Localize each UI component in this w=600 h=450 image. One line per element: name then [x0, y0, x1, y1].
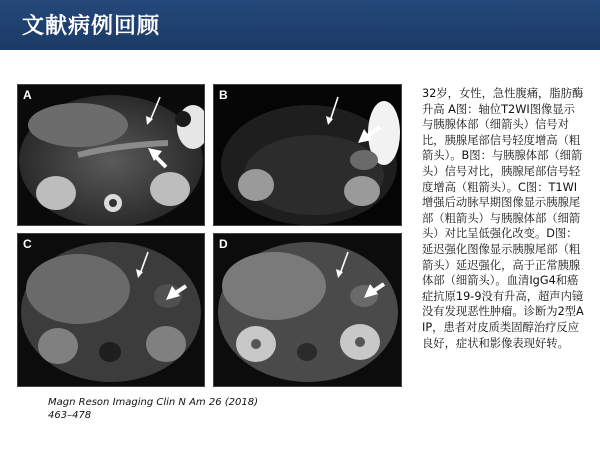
mri-panel-a [17, 84, 205, 226]
mri-image-c [18, 234, 204, 386]
mri-image-d [214, 234, 401, 386]
panel-label-c: C [23, 237, 32, 251]
title-bar [0, 0, 600, 50]
panel-label-a: A [23, 88, 32, 102]
citation [48, 396, 308, 422]
citation-line-2: 463–478 [48, 410, 92, 421]
mri-panel-b [213, 84, 402, 226]
case-description: 32岁，女性，急性腹痛，脂肪酶升高 A图：轴位T2WI图像显示与胰腺体部（细箭头）信号对比，胰腺尾部信号轻度增高（粗箭头）。B图：与胰腺体部（细箭头）信号对比，胰腺尾部信号轻度增高（粗箭头）。C图：T1WI增强后动脉早期图像显示胰腺尾部（粗箭头）与胰腺体部（细箭头）对比呈低强化改变。D图：延迟强化图像显示胰腺尾部（粗箭头）延迟强化，高于正常胰腺体部（细箭头）。血清IgG4和癌症抗原19-9没有升高，超声内镜没有发现恶性肿瘤。诊断为2型AIP，患者对皮质类固醇治疗反应良好，症状和影像表现好转。 [422, 87, 584, 350]
panel-label-d: D [219, 237, 228, 251]
panel-label-b: B [219, 88, 228, 102]
citation-line-1: Magn Reson Imaging Clin N Am 26 (2018) [48, 397, 259, 408]
mri-panel-c [17, 233, 205, 387]
page-title: 文献病例回顾 [22, 14, 161, 39]
mri-image-b [214, 85, 401, 225]
mri-image-a [18, 85, 204, 225]
mri-panel-d [213, 233, 402, 387]
